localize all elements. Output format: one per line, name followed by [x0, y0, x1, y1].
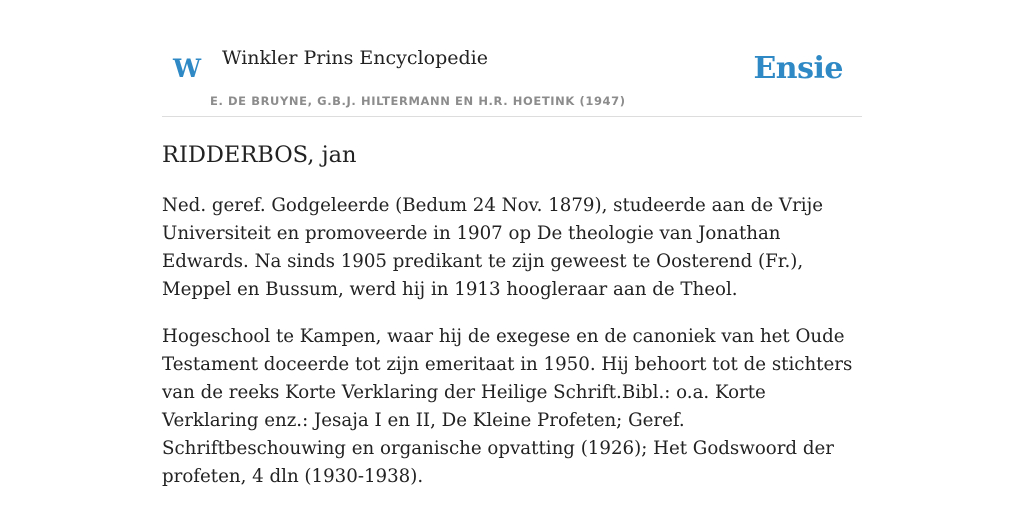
site-header [162, 0, 862, 117]
authors-line: E. DE BRUYNE, G.B.J. HILTERMANN EN H.R. HOETINK (1947) [210, 94, 626, 108]
entry-title: RIDDERBOS, jan [162, 142, 357, 168]
book-title-link[interactable]: Winkler Prins Encyclopedie [222, 47, 488, 69]
winkler-prins-logo[interactable]: W [173, 54, 202, 83]
entry-paragraph: Ned. geref. Godgeleerde (Bedum 24 Nov. 1879), studeerde aan de Vrije Universiteit en promoveerde in 1907 op De theologie van Jonathan Edwards. Na sinds 1905 predikant te zijn geweest te Oosterend (Fr.), Meppel en Bussum, werd hij in 1913 hoogleraar aan de Theol. [162, 195, 823, 300]
ensie-brand-logo[interactable]: Ensie [753, 51, 843, 86]
entry-paragraph: Hogeschool te Kampen, waar hij de exegese en de canoniek van het Oude Testament doceerde tot zijn emeritaat in 1950. Hij behoort tot de stichters van de reeks Korte Verklaring der Heilige Schrift.Bibl.: o.a. Korte Verklaring enz.: Jesaja I en II, De Kleine Profeten; Geref. Schriftbeschouwing en organische opvatting (1926); Het Godswoord der profeten, 4 dln (1930-1938). [162, 326, 853, 487]
